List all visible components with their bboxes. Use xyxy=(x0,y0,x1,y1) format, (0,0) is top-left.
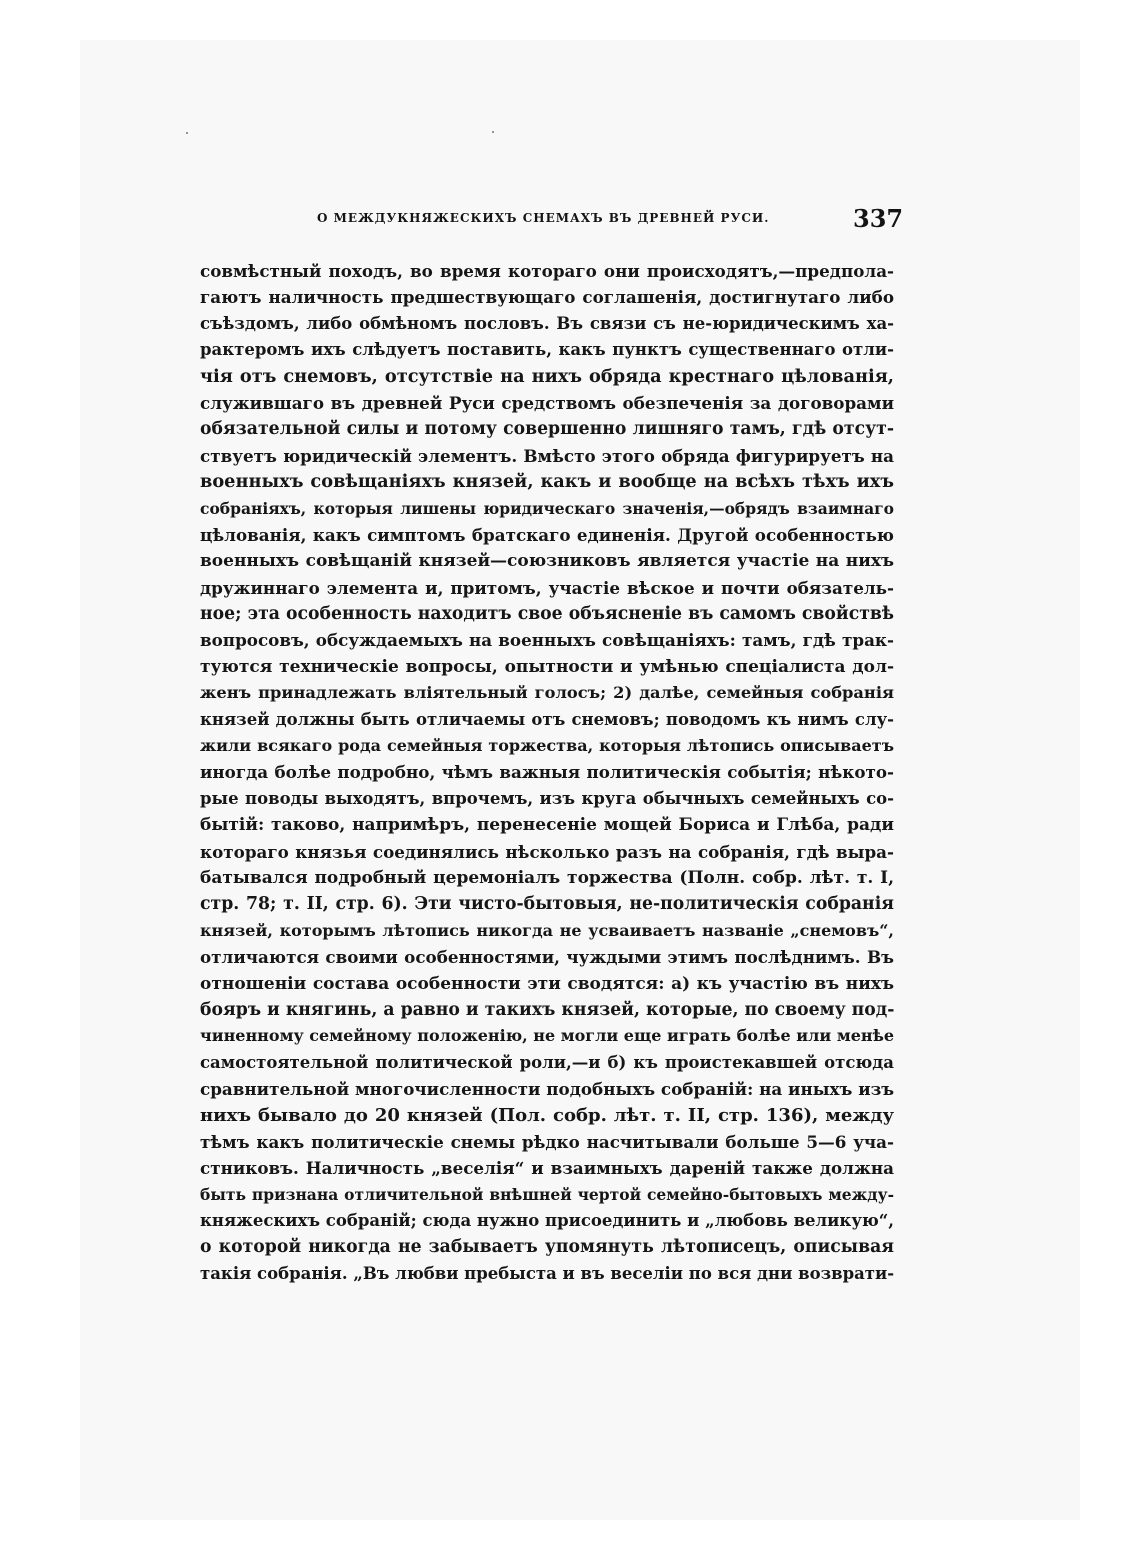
scan-speck xyxy=(186,132,188,134)
text-line: быть признана отличительной внѣшней чертой семейно-бытовыхъ между- xyxy=(200,1184,894,1204)
text-line: жили всякаго рода семейныя торжества, которыя лѣтопись описываетъ xyxy=(200,736,894,756)
text-line: тѣмъ какъ политическіе снемы рѣдко насчитывали больше 5—6 уча- xyxy=(200,1131,894,1152)
text-line: самостоятельной политической роли,—и б) къ проистекавшей отсюда xyxy=(200,1052,894,1072)
text-line: служившаго въ древней Руси средствомъ обезпеченія за договорами xyxy=(200,392,894,413)
text-line: такія собранія. „Въ любви пребыста и въ веселіи по вся дни возврати- xyxy=(200,1263,894,1283)
scan-speck xyxy=(492,131,494,133)
running-head xyxy=(0,204,1140,238)
text-line: женъ принадлежать вліятельный голосъ; 2) далѣе, семейныя собранія xyxy=(200,683,894,703)
text-line: батывался подробный церемоніалъ торжества (Полн. собр. лѣт. т. I, xyxy=(200,867,894,888)
text-line: вопросовъ, обсуждаемыхъ на военныхъ совѣщаніяхъ: тамъ, гдѣ трак- xyxy=(200,630,894,651)
text-line: ствуетъ юридическій элементъ. Вмѣсто этого обряда фигурируетъ на xyxy=(200,445,894,466)
text-line: туются техническіе вопросы, опытности и умѣнью спеціалиста дол- xyxy=(200,656,894,677)
text-line: военныхъ совѣщаній князей—союзниковъ является участіе на нихъ xyxy=(200,551,894,572)
text-line: бытій: таково, напримѣръ, перенесеніе мощей Бориса и Глѣба, ради xyxy=(200,815,894,836)
running-head-title: О МЕЖДУКНЯЖЕСКИХЪ СНЕМАХЪ ВЪ ДРЕВНЕЙ РУСИ. xyxy=(317,211,770,225)
text-line: ное; эта особенность находитъ свое объясненіе въ самомъ свойствѣ xyxy=(200,604,894,625)
text-line: стр. 78; т. II, стр. 6). Эти чисто-бытовыя, не-политическія собранія xyxy=(200,894,894,915)
page-number: 337 xyxy=(853,204,904,233)
text-line: совмѣстный походъ, во время котораго они происходятъ,—предпола- xyxy=(200,261,894,281)
body-text xyxy=(200,258,894,1287)
text-line: княжескихъ собраній; сюда нужно присоединить и „любовь великую“, xyxy=(200,1211,894,1231)
text-line: чиненному семейному положенію, не могли еще играть болѣе или менѣе xyxy=(200,1026,894,1046)
text-line: бояръ и княгинь, а равно и такихъ князей, которые, по своему под- xyxy=(200,999,894,1020)
text-line: съѣздомъ, либо обмѣномъ пословъ. Въ связи съ не-юридическимъ ха- xyxy=(200,313,894,333)
text-line: дружиннаго элемента и, притомъ, участіе вѣское и почти обязатель- xyxy=(200,577,894,598)
text-line: гаютъ наличность предшествующаго соглашенія, достигнутаго либо xyxy=(200,287,894,308)
text-line: котораго князья соединялись нѣсколько разъ на собранія, гдѣ выра- xyxy=(200,841,894,862)
text-line: собраніяхъ, которыя лишены юридическаго значенія,—обрядъ взаимнаго xyxy=(200,498,894,518)
text-line: цѣлованія, какъ симптомъ братскаго единенія. Другой особенностью xyxy=(200,524,894,545)
text-line: отношеніи состава особенности эти сводятся: а) къ участію въ нихъ xyxy=(200,973,894,994)
text-line: иногда болѣе подробно, чѣмъ важныя политическія событія; нѣкото- xyxy=(200,762,894,783)
text-line: стниковъ. Наличность „веселія“ и взаимныхъ дареній также должна xyxy=(200,1158,894,1179)
text-line: князей должны быть отличаемы отъ снемовъ; поводомъ къ нимъ слу- xyxy=(200,709,894,729)
text-line: обязательной силы и потому совершенно лишняго тамъ, гдѣ отсут- xyxy=(200,419,894,440)
text-line: рые поводы выходятъ, впрочемъ, изъ круга обычныхъ семейныхъ со- xyxy=(200,788,894,808)
text-line: князей, которымъ лѣтопись никогда не усваиваетъ названіе „снемовъ“, xyxy=(200,920,894,940)
text-line: сравнительной многочисленности подобныхъ собраній: на иныхъ изъ xyxy=(200,1079,894,1100)
text-line: о которой никогда не забываетъ упомянуть лѣтописецъ, описывая xyxy=(200,1237,894,1258)
text-line: рактеромъ ихъ слѣдуетъ поставить, какъ пунктъ существеннаго отли- xyxy=(200,340,894,360)
text-line: нихъ бывало до 20 князей (Пол. собр. лѣт. т. II, стр. 136), между xyxy=(200,1104,894,1126)
text-line: отличаются своими особенностями, чуждыми этимъ послѣднимъ. Въ xyxy=(200,947,894,968)
text-line: чія отъ снемовъ, отсутствіе на нихъ обряда крестнаго цѣлованія, xyxy=(200,365,894,387)
text-line: военныхъ совѣщаніяхъ князей, какъ и вообще на всѣхъ тѣхъ ихъ xyxy=(200,471,894,493)
